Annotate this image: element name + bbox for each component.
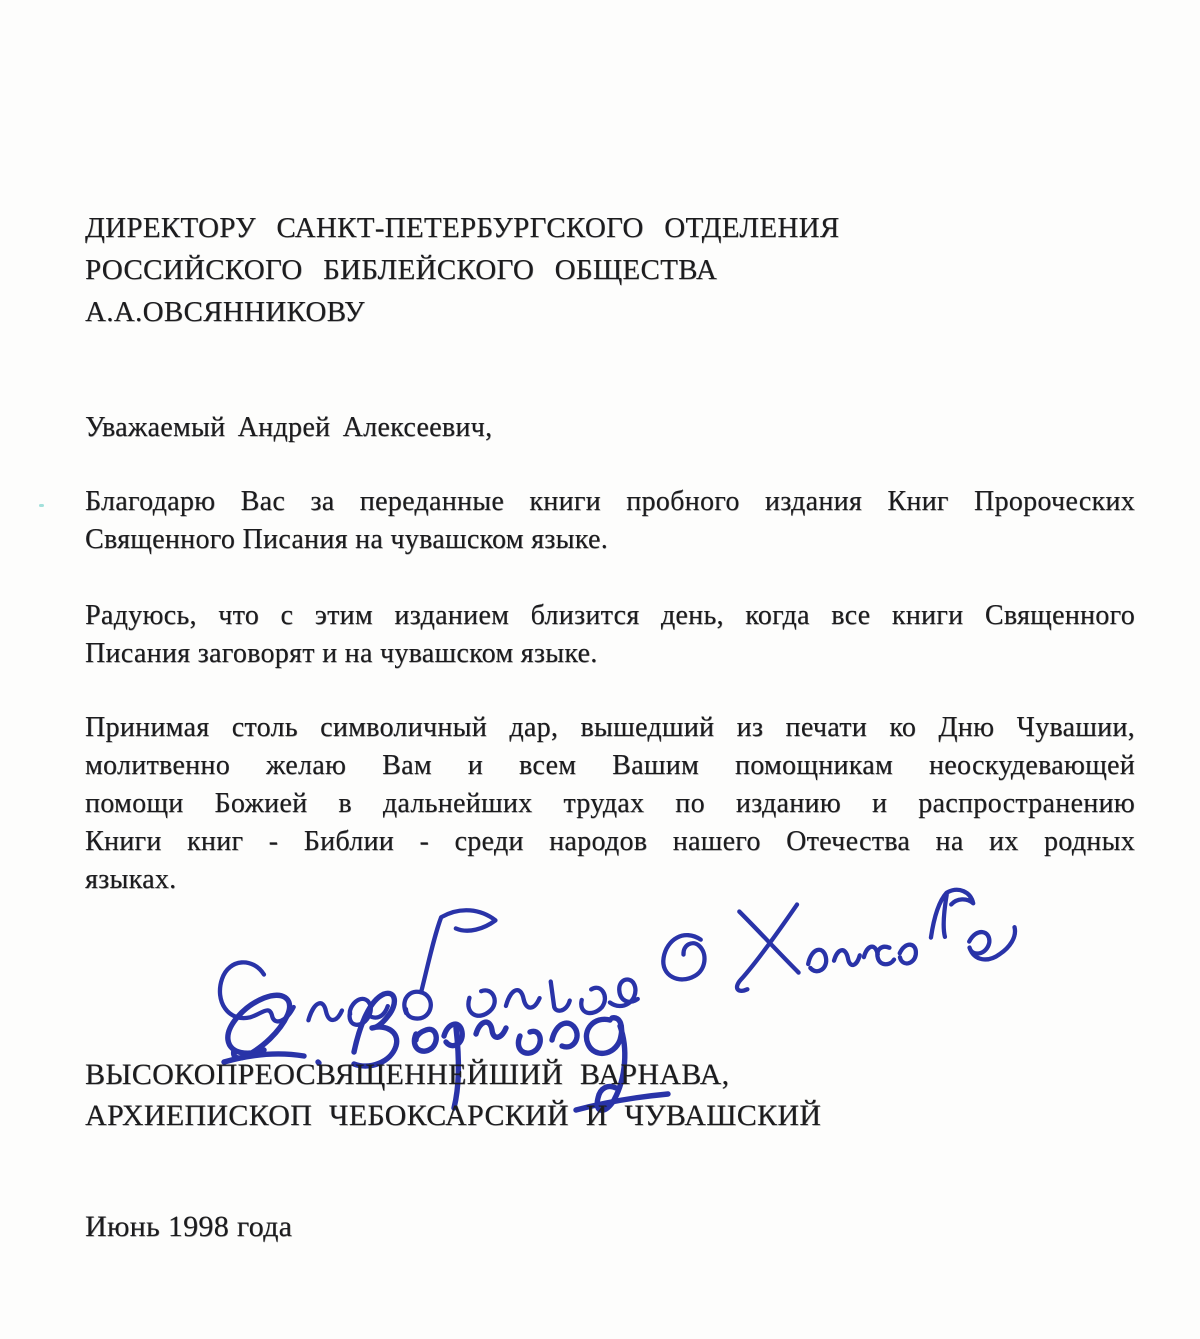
salutation-line: Уважаемый Андрей Алексеевич,: [85, 412, 493, 443]
closing-line-1: ВЫСОКОПРЕОСВЯЩЕННЕЙШИЙ ВАРНАВА,: [85, 1058, 730, 1091]
recipient-block: [85, 207, 1135, 333]
scan-speck: [39, 504, 44, 507]
date-line: [85, 1207, 1135, 1247]
recipient-line-1: ДИРЕКТОРУ САНКТ-ПЕТЕРБУРГСКОГО ОТДЕЛЕНИЯ: [85, 212, 840, 244]
paragraph-2: [85, 597, 1135, 673]
body-line: Благодарю Вас за переданные книги пробного издания Книг Пророческих: [85, 486, 1135, 517]
salutation: [85, 409, 1135, 447]
date-text: Июнь 1998 года: [85, 1210, 293, 1243]
body-line: Писания заговорят и на чувашском языке.: [85, 638, 598, 669]
body-line: Радуюсь, что с этим изданием близится день, когда все книги Священного: [85, 600, 1135, 631]
body-line: помощи Божией в дальнейших трудах по изданию и распространению: [85, 788, 1135, 819]
body-line: Принимая столь символичный дар, вышедший из печати ко Дню Чувашии,: [85, 712, 1135, 743]
body-line: молитвенно желаю Вам и всем Вашим помощникам неоскудевающей: [85, 750, 1135, 781]
closing-line-2: АРХИЕПИСКОП ЧЕБОКСАРСКИЙ И ЧУВАШСКИЙ: [85, 1099, 822, 1132]
recipient-line-2: РОССИЙСКОГО БИБЛЕЙСКОГО ОБЩЕСТВА: [85, 254, 718, 286]
recipient-line-3: А.А.ОВСЯННИКОВУ: [85, 296, 365, 328]
paragraph-1: [85, 483, 1135, 559]
paragraph-3: [85, 709, 1135, 899]
body-line: Книги книг - Библии - среди народов нашего Отечества на их родных: [85, 826, 1135, 857]
closing-block: [85, 1054, 1135, 1136]
body-line: Священного Писания на чувашском языке.: [85, 524, 609, 555]
body-line: языках.: [85, 864, 177, 895]
